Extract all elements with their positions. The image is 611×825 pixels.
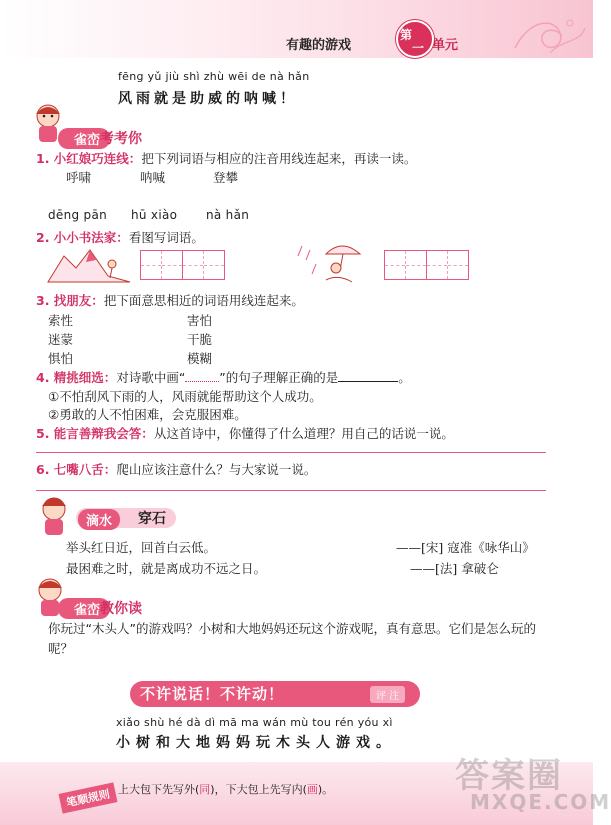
section-title-kaokaoni: 考考你 (100, 131, 142, 147)
section-title-chuanshi: 穿石 (138, 511, 166, 527)
q3-right-3[interactable]: 模糊 (187, 351, 213, 366)
q1-word-2[interactable]: 呐喊 (140, 170, 166, 185)
writing-grid-2[interactable] (384, 250, 469, 280)
stroke-order-label: 笔顺规则 (59, 782, 118, 813)
umbrella-in-rain-illustration-icon (296, 240, 368, 286)
unit-badge-di: 第 (400, 28, 413, 42)
question-3 (36, 291, 304, 309)
stroke-rule-a: 上大包下先写外( (118, 783, 200, 796)
question-2-text: 看图写词语。 (128, 230, 204, 245)
q1-word-1[interactable]: 呼啸 (66, 170, 92, 185)
q3-right-2[interactable]: 干脆 (187, 332, 213, 347)
unit-label: 单元 (432, 38, 459, 53)
question-3-text: 把下面意思相近的词语用线连起来。 (103, 293, 304, 308)
top-sentence: 风雨就是助威的呐喊！ (118, 91, 298, 107)
q1-pinyin-3[interactable]: nà hǎn (206, 208, 250, 222)
header-title: 有趣的游戏 (286, 38, 352, 53)
section-tag-kaokaoni: 雀峦 (58, 128, 110, 149)
question-4-answer-blank[interactable] (338, 371, 398, 382)
section-tag-jiaonidu: 雀峦 (58, 598, 110, 619)
q4-option-2[interactable]: ②勇敢的人不怕困难，会克服困难。 (48, 407, 247, 422)
q3-right-1[interactable]: 害怕 (187, 313, 213, 328)
quote-1-text: 举头红日近，回首白云低。 (66, 540, 217, 555)
q4-option-1[interactable]: ①不怕刮风下雨的人，风雨就能帮助这个人成功。 (48, 389, 322, 404)
watermark-url: MXQE.COM (470, 790, 611, 814)
top-pinyin: fēng yǔ jiù shì zhù wēi de nà hǎn (118, 70, 310, 83)
question-2 (36, 228, 204, 246)
stroke-order-rule (118, 781, 333, 797)
bottom-pinyin: xiǎo shù hé dà dì mā ma wán mù tou rén yóu xì (116, 716, 393, 729)
bottom-sentence: 小树和大地妈妈玩木头人游戏。 (116, 735, 396, 751)
quote-2-text: 最困难之时，就是离成功不远之日。 (66, 561, 267, 576)
q1-pinyin-2[interactable]: hū xiào (131, 208, 178, 222)
reading-passage: 你玩过“木头人”的游戏吗？小树和大地妈妈还玩这个游戏呢，真有意思。它们是怎么玩的呢？ (48, 621, 536, 656)
question-5-text: 从这首诗中，你懂得了什么道理？用自己的话说一说。 (153, 426, 454, 441)
question-4-head: 4. 精挑细选： (36, 370, 117, 385)
question-6-text: 爬山应该注意什么？与大家说一说。 (116, 462, 317, 477)
question-5 (36, 424, 454, 442)
unit-badge-number: 一 (412, 41, 425, 55)
q3-left-1[interactable]: 索性 (48, 313, 74, 328)
question-4-text-b: ”的句子理解正确的是 (219, 370, 339, 385)
stroke-rule-char-b: 画 (306, 783, 318, 796)
q3-left-2[interactable]: 迷蒙 (48, 332, 74, 347)
question-1-text: 把下列词语与相应的注音用线连起来，再读一读。 (141, 151, 417, 166)
q3-left-3[interactable]: 惧怕 (48, 351, 74, 366)
question-1 (36, 149, 416, 167)
question-5-head: 5. 能言善辩我会答： (36, 426, 154, 441)
question-4-text-c: 。 (398, 370, 411, 385)
stroke-rule-b: )，下大包上先写内( (210, 783, 307, 796)
writing-grid-1[interactable] (140, 250, 225, 280)
swirl-decoration-icon (510, 8, 590, 58)
water-drop-girl-icon (32, 492, 76, 540)
stroke-rule-c: )。 (317, 783, 334, 796)
quote-1-source: ——[宋] 寇准《咏华山》 (396, 540, 535, 555)
section-title-jiaonidu: 教你读 (100, 601, 142, 617)
question-3-head: 3. 找朋友： (36, 293, 104, 308)
quote-2-source: ——[法] 拿破仑 (410, 561, 499, 576)
answer-line-q6[interactable] (36, 490, 546, 491)
wavy-underline-sample (185, 373, 219, 382)
answer-line-q5[interactable] (36, 452, 546, 453)
stroke-rule-char-a: 同 (199, 783, 211, 796)
section-tag-dishui: 滴水 (78, 509, 120, 530)
question-6-head: 6. 七嘴八舌： (36, 462, 117, 477)
question-6 (36, 460, 316, 478)
question-2-head: 2. 小小书法家： (36, 230, 129, 245)
q1-word-3[interactable]: 登攀 (213, 170, 239, 185)
mountain-climbing-illustration-icon (46, 246, 132, 284)
banner-title: 不许说话！不许动！ (140, 685, 285, 703)
question-1-head: 1. 小红娘巧连线： (36, 151, 142, 166)
watermark-logo: 答案圈 (455, 756, 563, 796)
question-4-text-a: 对诗歌中画“ (116, 370, 186, 385)
q1-pinyin-1[interactable]: dēng pān (48, 208, 108, 222)
question-4 (36, 368, 411, 386)
banner-annotation-tag: 评 注 (370, 686, 405, 703)
